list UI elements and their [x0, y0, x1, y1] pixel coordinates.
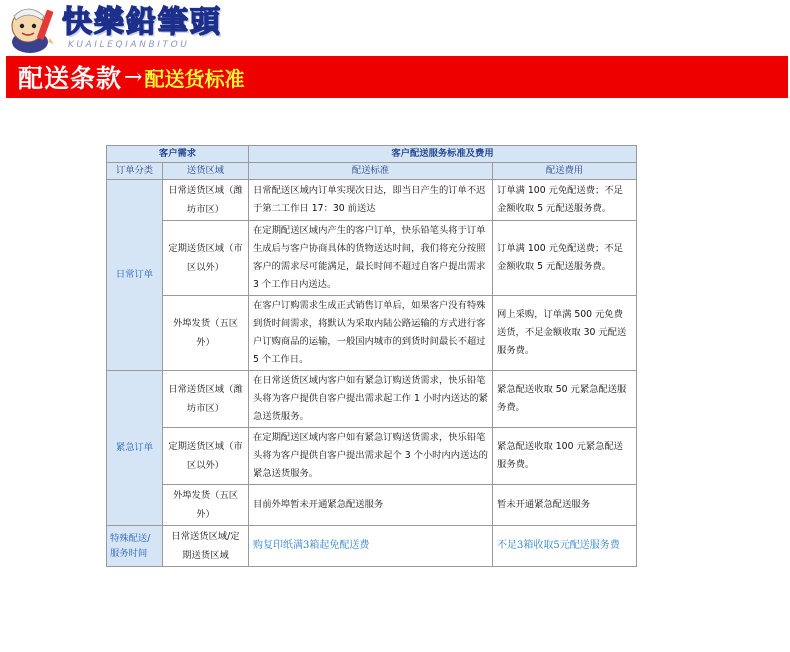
standard-cell: 在客户订购需求生成正式销售订单后，如果客户没有特殊到货时间需求，将默认为采取内陆公路运输的方式进行客户订购商品的运输，一般国内城市的到货时间最长不超过 5 个工作日。 — [249, 296, 493, 371]
fee-cell: 紧急配送收取 50 元紧急配送服务费。 — [493, 371, 637, 428]
table-header-row — [107, 146, 637, 163]
table-row — [107, 296, 637, 371]
standard-cell: 目前外埠暂未开通紧急配送服务 — [249, 485, 493, 526]
header-service-standard: 客户配送服务标准及费用 — [249, 146, 637, 163]
header-delivery-fee: 配送费用 — [493, 163, 637, 180]
fee-cell: 订单满 100 元免配送费；不足金额收取 5 元配送服务费。 — [493, 221, 637, 296]
logo-title: 快樂鉛筆頭 — [62, 5, 222, 40]
fee-cell: 订单满 100 元免配送费；不足金额收取 5 元配送服务费。 — [493, 180, 637, 221]
fee-cell: 暂未开通紧急配送服务 — [493, 485, 637, 526]
category-cell: 日常订单 — [107, 180, 163, 371]
area-cell: 外埠发货（五区外） — [163, 296, 249, 371]
area-cell: 日常送货区域（潍坊市区） — [163, 371, 249, 428]
header-delivery-area: 送货区域 — [163, 163, 249, 180]
page-subtitle: 配送货标准 — [144, 66, 245, 91]
page-banner — [6, 56, 788, 98]
table-row — [107, 485, 637, 526]
table-row — [107, 526, 637, 567]
standard-cell: 日常配送区域内订单实现次日达，即当日产生的订单不迟于第二工作日 17：30 前送达 — [249, 180, 493, 221]
logo-subtitle: KUAILEQIANBITOU — [68, 40, 190, 50]
table-row — [107, 371, 637, 428]
area-cell: 定期送货区域（市区以外） — [163, 428, 249, 485]
header-customer-needs: 客户需求 — [107, 146, 249, 163]
category-cell: 特殊配送/服务时间 — [107, 526, 163, 567]
fee-cell: 紧急配送收取 100 元紧急配送服务费。 — [493, 428, 637, 485]
area-cell: 外埠发货（五区外） — [163, 485, 249, 526]
category-cell: 紧急订单 — [107, 371, 163, 526]
table-row — [107, 221, 637, 296]
delivery-standards-table-wrapper — [106, 145, 636, 567]
area-cell: 定期送货区域（市区以外） — [163, 221, 249, 296]
standard-cell: 在定期配送区域内客户如有紧急订购送货需求，快乐铅笔头将为客户提供自客户提出需求起个 3 个小时内内送达的紧急送货服务。 — [249, 428, 493, 485]
area-cell: 日常送货区域（潍坊市区） — [163, 180, 249, 221]
arrow-right-icon: → — [124, 64, 143, 90]
logo[interactable] — [6, 4, 246, 54]
fee-cell: 不足3箱收取5元配送服务费 — [493, 526, 637, 567]
standard-cell: 在定期配送区域内产生的客户订单，快乐铅笔头将于订单生成后与客户协商具体的货物送达时间，我们将充分按照客户的需求尽可能满足，最长时间不超过自客户提出需求 3 个工作日内送达。 — [249, 221, 493, 296]
area-cell: 日常送货区域/定期送货区域 — [163, 526, 249, 567]
table-subheader-row — [107, 163, 637, 180]
standard-cell: 购复印纸满3箱起免配送费 — [249, 526, 493, 567]
header-delivery-standard: 配送标准 — [249, 163, 493, 180]
header-order-type: 订单分类 — [107, 163, 163, 180]
table-row — [107, 428, 637, 485]
page-title: 配送条款 — [18, 64, 123, 93]
delivery-standards-table — [106, 145, 637, 567]
fee-cell: 网上采购，订单满 500 元免费送货，不足金额收取 30 元配送服务费。 — [493, 296, 637, 371]
standard-cell: 在日常送货区域内客户如有紧急订购送货需求，快乐铅笔头将为客户提供自客户提出需求起工作 1 小时内送达的紧急送货服务。 — [249, 371, 493, 428]
pencil-mascot-icon — [6, 4, 58, 54]
table-row — [107, 180, 637, 221]
